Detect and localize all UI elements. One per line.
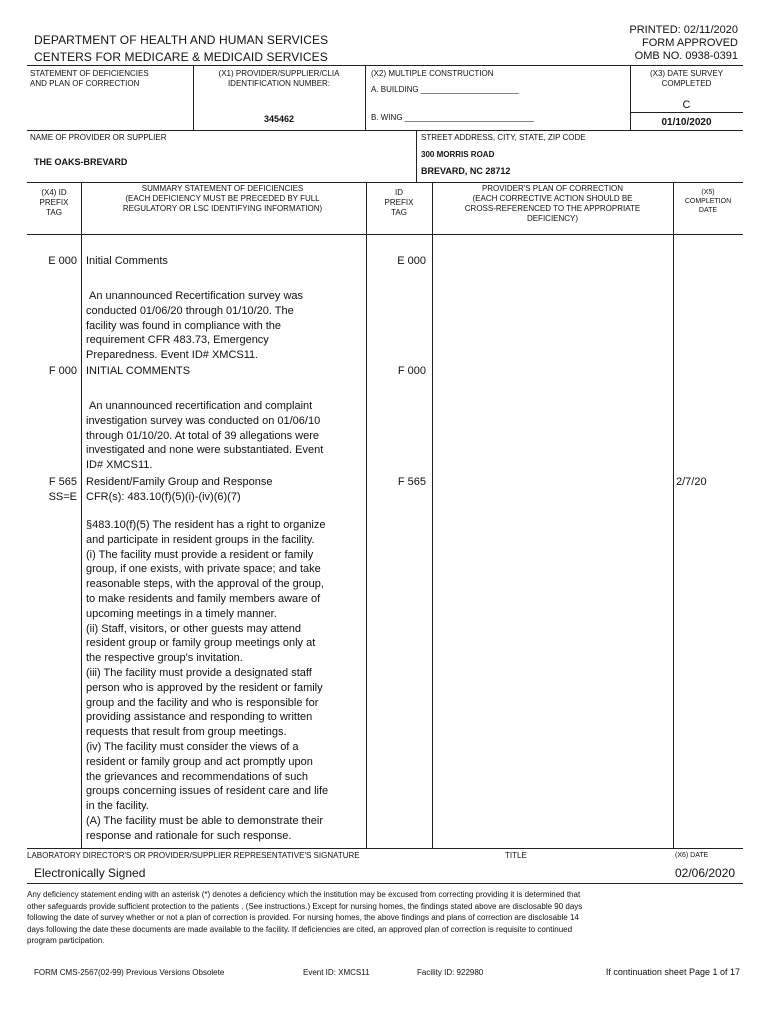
box-divider bbox=[416, 130, 417, 182]
provider-name-label: NAME OF PROVIDER OR SUPPLIER bbox=[30, 133, 167, 142]
e000-prefix-tag: E 000 bbox=[48, 255, 77, 267]
scope-severity: SS=E bbox=[48, 490, 77, 503]
address-line-2: BREVARD, NC 28712 bbox=[421, 166, 511, 176]
address-line-1: 300 MORRIS ROAD bbox=[421, 150, 495, 159]
column-rule bbox=[432, 182, 433, 848]
form-approved: FORM APPROVED bbox=[642, 37, 738, 49]
f565-title: Resident/Family Group and Response CFR(s): 483.10(f)(5)(i)-(iv)(6)(7) bbox=[86, 476, 273, 503]
column-rule bbox=[673, 182, 674, 848]
f000-prefix-tag: F 000 bbox=[48, 365, 77, 377]
disclaimer-text: Any deficiency statement ending with an asterisk (*) denotes a deficiency which the institution may be excused from correcting providing it is determined that other safeguards provide sufficient protection to the patients . (See instructions.) Except for nursing homes, the findings stated above are disclosable 90 days following the date of survey whether or not a plan of correction is provided. For nursing homes, the above findings and plans of correction are disclosable 14 days following the date these documents are made available to the facility. If deficiencies are cited, an approved plan of correction is requisite to continued program participation. bbox=[27, 890, 583, 945]
survey-code: C bbox=[682, 99, 691, 111]
building-field: A. BUILDING ______________________ bbox=[371, 85, 519, 94]
x1-label: (X1) PROVIDER/SUPPLIER/CLIA IDENTIFICATION NUMBER: bbox=[218, 69, 340, 88]
printed-date: PRINTED: 02/11/2020 bbox=[629, 24, 738, 36]
facility-id: Facility ID: 922980 bbox=[417, 968, 484, 977]
e000-body: An unannounced Recertification survey was conducted 01/06/20 through 01/10/20. The facility was found in compliance with the requirement CFR 483.73, Emergency Preparedness. Event ID# XMCS11. bbox=[86, 290, 304, 362]
header-mid-rule bbox=[27, 130, 743, 131]
column-rule bbox=[366, 182, 367, 848]
id-prefix-header: ID PREFIX TAG bbox=[384, 188, 414, 217]
f565-prefix-tag: F 565 SS=E bbox=[27, 475, 77, 505]
signature-date: 02/06/2020 bbox=[675, 866, 736, 880]
provider-bottom-rule bbox=[27, 182, 743, 183]
box-divider bbox=[630, 112, 743, 113]
box-divider bbox=[365, 65, 366, 130]
f000-body: An unannounced recertification and complaint investigation survey was conducted on 01/06/10 through 01/10/20. At total of 39 allegations were investigated and none were substantiated. Event ID# XMCS11. bbox=[86, 400, 324, 472]
f565-body: §483.10(f)(5) The resident has a right to organize and participate in resident groups in the facility. (i) The facility must provide a resident or family group, if one exists, with private space; and take reasonable steps, with the approval of the group, to make residents and family members aware of upcoming meetings in a timely manner. (ii) Staff, visitors, or other guests may attend resident group or family group meetings only at the respective group's invitation. (iii) The facility must provide a designated staff person who is approved by the resident or family group and the facility and who is responsible for providing assistance and responding to written requests that result from group meetings. (iv) The facility must consider the views of a resident or family group and act promptly upon the grievances and recommendations of such groups concerning issues of resident care and life in the facility. (A) The facility must be able to demonstrate their response and rationale for such response. bbox=[86, 519, 329, 842]
header-top-rule bbox=[27, 65, 743, 66]
column-rule bbox=[81, 182, 82, 848]
x2-label: (X2) MULTIPLE CONSTRUCTION bbox=[371, 69, 494, 78]
f565-id-tag: F 565 bbox=[397, 476, 426, 488]
plan-of-correction-header: PROVIDER'S PLAN OF CORRECTION (EACH CORRECTIVE ACTION SHOULD BE CROSS-REFERENCED TO THE APPROPRIATE DEFICIENCY) bbox=[464, 184, 641, 223]
survey-completed-date: 01/10/2020 bbox=[661, 117, 712, 128]
f565-completion-date: 2/7/20 bbox=[676, 476, 707, 488]
f000-id-tag: F 000 bbox=[397, 365, 426, 377]
column-header-bottom-rule bbox=[27, 234, 743, 235]
x6-date-label: (X6) DATE bbox=[675, 852, 709, 859]
e000-title: Initial Comments bbox=[86, 255, 168, 267]
summary-statement-header: SUMMARY STATEMENT OF DEFICIENCIES (EACH DEFICIENCY MUST BE PRECEDED BY FULL REGULATORY OR LSC IDENTIFYING INFORMATION) bbox=[122, 184, 323, 213]
provider-id-number: 345462 bbox=[263, 114, 295, 124]
signature-value: Electronically Signed bbox=[34, 866, 146, 880]
address-label: STREET ADDRESS, CITY, STATE, ZIP CODE bbox=[421, 133, 586, 142]
completion-date-header: (X5) COMPLETION DATE bbox=[684, 189, 732, 214]
centers-title: CENTERS FOR MEDICARE & MEDICAID SERVICES bbox=[34, 50, 328, 64]
provider-name: THE OAKS-BREVARD bbox=[34, 157, 128, 167]
page-indicator: If continuation sheet Page 1 of 17 bbox=[605, 967, 740, 977]
event-id: Event ID: XMCS11 bbox=[303, 968, 370, 977]
signature-top-rule bbox=[27, 848, 743, 849]
e000-id-tag: E 000 bbox=[397, 255, 426, 267]
department-title: DEPARTMENT OF HEALTH AND HUMAN SERVICES bbox=[34, 33, 329, 47]
f000-title: INITIAL COMMENTS bbox=[86, 365, 191, 377]
signature-bottom-rule bbox=[27, 883, 743, 884]
form-number: FORM CMS-2567(02-99) Previous Versions Obsolete bbox=[34, 968, 225, 977]
x3-label: (X3) DATE SURVEY COMPLETED bbox=[649, 69, 724, 88]
title-label: TITLE bbox=[505, 851, 527, 860]
x4-id-prefix-header: (X4) ID PREFIX TAG bbox=[39, 188, 69, 217]
signature-label: LABORATORY DIRECTOR'S OR PROVIDER/SUPPLIER REPRESENTATIVE'S SIGNATURE bbox=[27, 851, 360, 860]
wing-field: B. WING _____________________________ bbox=[371, 113, 534, 122]
omb-number: OMB NO. 0938-0391 bbox=[634, 50, 738, 62]
statement-label: STATEMENT OF DEFICIENCIES AND PLAN OF CORRECTION bbox=[30, 69, 149, 88]
